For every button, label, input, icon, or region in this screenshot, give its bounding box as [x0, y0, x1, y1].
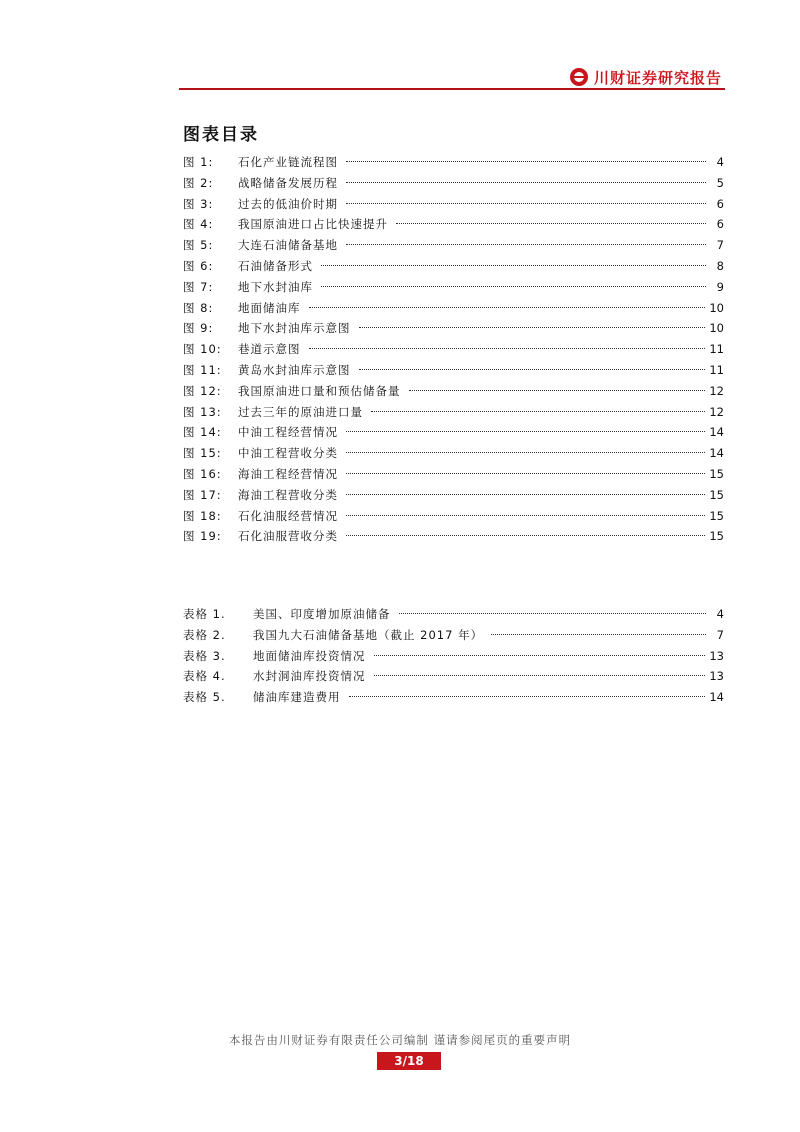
toc-entry-figure-17[interactable] [183, 485, 724, 506]
entry-page: 7 [716, 238, 724, 253]
entry-page: 14 [709, 425, 724, 440]
footer-note: 本报告由川财证券有限责任公司编制 谨请参阅尾页的重要声明 [228, 1033, 572, 1047]
entry-label: 图 13: [183, 404, 222, 419]
entry-page: 6 [716, 217, 724, 232]
entry-label: 图 6: [183, 258, 214, 273]
toc-entry-figure-3[interactable] [183, 194, 724, 215]
entry-title: 我国九大石油储备基地（截止 2017 年） [253, 627, 484, 642]
dot-leader [399, 613, 707, 614]
entry-page: 10 [709, 321, 724, 336]
dot-leader [374, 675, 706, 676]
dot-leader [349, 696, 706, 697]
entry-label: 表格 4. [183, 669, 226, 684]
dot-leader [321, 286, 706, 287]
dot-leader [374, 655, 706, 656]
entry-label: 图 9: [183, 321, 214, 336]
header-brand [570, 66, 722, 88]
entry-page: 13 [709, 648, 724, 663]
entry-page: 15 [709, 466, 724, 481]
dot-leader [346, 182, 706, 183]
dot-leader [359, 327, 706, 328]
dot-leader [346, 535, 705, 536]
entry-page: 15 [709, 508, 724, 523]
toc-entry-figure-13[interactable] [183, 402, 724, 423]
entry-title: 地下水封油库 [238, 279, 313, 294]
entry-title: 我国原油进口占比快速提升 [238, 217, 388, 232]
entry-title: 巷道示意图 [238, 342, 301, 357]
entry-title: 石化产业链流程图 [238, 155, 338, 169]
entry-title: 中油工程营收分类 [238, 446, 338, 461]
entry-page: 4 [716, 155, 724, 169]
toc-entry-figure-1[interactable] [183, 152, 724, 173]
dot-leader [346, 431, 705, 432]
dot-leader [371, 411, 705, 412]
toc-entry-figure-10[interactable] [183, 339, 724, 360]
entry-page: 13 [709, 669, 724, 684]
dot-leader [346, 494, 705, 495]
dot-leader [346, 203, 706, 204]
entry-title: 地下水封油库示意图 [238, 321, 351, 336]
entry-page: 15 [709, 487, 724, 502]
entry-title: 海油工程营收分类 [238, 487, 338, 502]
toc-entry-figure-9[interactable] [183, 318, 724, 339]
dot-leader [346, 473, 705, 474]
toc-title: 图表目录 [183, 125, 259, 145]
entry-label: 图 2: [183, 175, 214, 190]
toc-entry-figure-11[interactable] [183, 360, 724, 381]
entry-page: 11 [709, 362, 724, 377]
entry-label: 图 7: [183, 279, 214, 294]
toc-entry-figure-7[interactable] [183, 277, 724, 298]
entry-label: 图 10: [183, 342, 222, 357]
toc-entry-figure-2[interactable] [183, 173, 724, 194]
toc-entry-figure-18[interactable] [183, 506, 724, 527]
entry-title: 储油库建造费用 [253, 690, 341, 705]
entry-title: 过去的低油价时期 [238, 196, 338, 211]
figure-list [183, 152, 724, 547]
entry-label: 图 16: [183, 466, 222, 481]
entry-title: 过去三年的原油进口量 [238, 404, 363, 419]
dot-leader [346, 161, 706, 162]
entry-page: 12 [709, 383, 724, 398]
entry-label: 图 3: [183, 196, 214, 211]
entry-label: 图 5: [183, 238, 214, 253]
toc-entry-figure-12[interactable] [183, 381, 724, 402]
entry-label: 表格 1. [183, 607, 226, 621]
entry-label: 图 17: [183, 487, 222, 502]
entry-title: 地面储油库投资情况 [253, 648, 366, 663]
entry-label: 图 19: [183, 529, 222, 544]
entry-title: 水封洞油库投资情况 [253, 669, 366, 684]
entry-label: 表格 5. [183, 690, 226, 705]
entry-label: 图 18: [183, 508, 222, 523]
entry-title: 我国原油进口量和预估储备量 [238, 383, 401, 398]
dot-leader [491, 634, 706, 635]
toc-entry-figure-14[interactable] [183, 422, 724, 443]
entry-page: 10 [709, 300, 724, 315]
entry-page: 4 [716, 607, 724, 621]
entry-title: 石化油服营收分类 [238, 529, 338, 544]
brand-name: 川财证券研究报告 [593, 68, 722, 87]
toc-entry-figure-6[interactable] [183, 256, 724, 277]
entry-label: 图 11: [183, 362, 222, 377]
entry-title: 战略储备发展历程 [238, 175, 338, 190]
entry-title: 海油工程经营情况 [238, 466, 338, 481]
toc-entry-table-1[interactable] [183, 604, 724, 625]
entry-title: 中油工程经营情况 [238, 425, 338, 440]
entry-page: 8 [716, 258, 724, 273]
entry-title: 地面储油库 [238, 300, 301, 315]
entry-label: 图 14: [183, 425, 222, 440]
entry-page: 12 [709, 404, 724, 419]
toc-entry-figure-15[interactable] [183, 443, 724, 464]
dot-leader [346, 515, 705, 516]
entry-label: 表格 3. [183, 648, 226, 663]
entry-page: 5 [716, 175, 724, 190]
entry-title: 美国、印度增加原油储备 [253, 607, 391, 621]
entry-label: 表格 2. [183, 627, 226, 642]
dot-leader [346, 244, 706, 245]
entry-title: 黄岛水封油库示意图 [238, 362, 351, 377]
entry-page: 14 [709, 690, 724, 705]
dot-leader [409, 390, 706, 391]
dot-leader [359, 369, 706, 370]
footer-page-number: 3/18 [377, 1052, 441, 1070]
header-rule [179, 88, 725, 90]
entry-label: 图 1: [183, 155, 214, 169]
toc-entry-table-4[interactable] [183, 666, 724, 687]
entry-page: 11 [709, 342, 724, 357]
toc-entry-table-3[interactable] [183, 646, 724, 667]
entry-label: 图 8: [183, 300, 214, 315]
entry-page: 6 [716, 196, 724, 211]
entry-label: 图 15: [183, 446, 222, 461]
entry-page: 14 [709, 446, 724, 461]
toc-entry-table-5[interactable] [183, 687, 724, 708]
entry-page: 7 [716, 627, 724, 642]
brand-logo-icon [570, 68, 588, 86]
entry-label: 图 4: [183, 217, 214, 232]
dot-leader [309, 307, 706, 308]
toc-entry-table-2[interactable] [183, 625, 724, 646]
toc-entry-figure-5[interactable] [183, 235, 724, 256]
toc-entry-figure-8[interactable] [183, 298, 724, 319]
toc-entry-figure-19[interactable] [183, 526, 724, 547]
entry-label: 图 12: [183, 383, 222, 398]
toc-entry-figure-16[interactable] [183, 464, 724, 485]
dot-leader [309, 348, 706, 349]
entry-title: 石油储备形式 [238, 258, 313, 273]
dot-leader [346, 452, 705, 453]
entry-title: 大连石油储备基地 [238, 238, 338, 253]
entry-title: 石化油服经营情况 [238, 508, 338, 523]
entry-page: 9 [716, 279, 724, 294]
table-list [183, 604, 724, 708]
entry-page: 15 [709, 529, 724, 544]
toc-entry-figure-4[interactable] [183, 214, 724, 235]
dot-leader [396, 223, 706, 224]
dot-leader [321, 265, 706, 266]
